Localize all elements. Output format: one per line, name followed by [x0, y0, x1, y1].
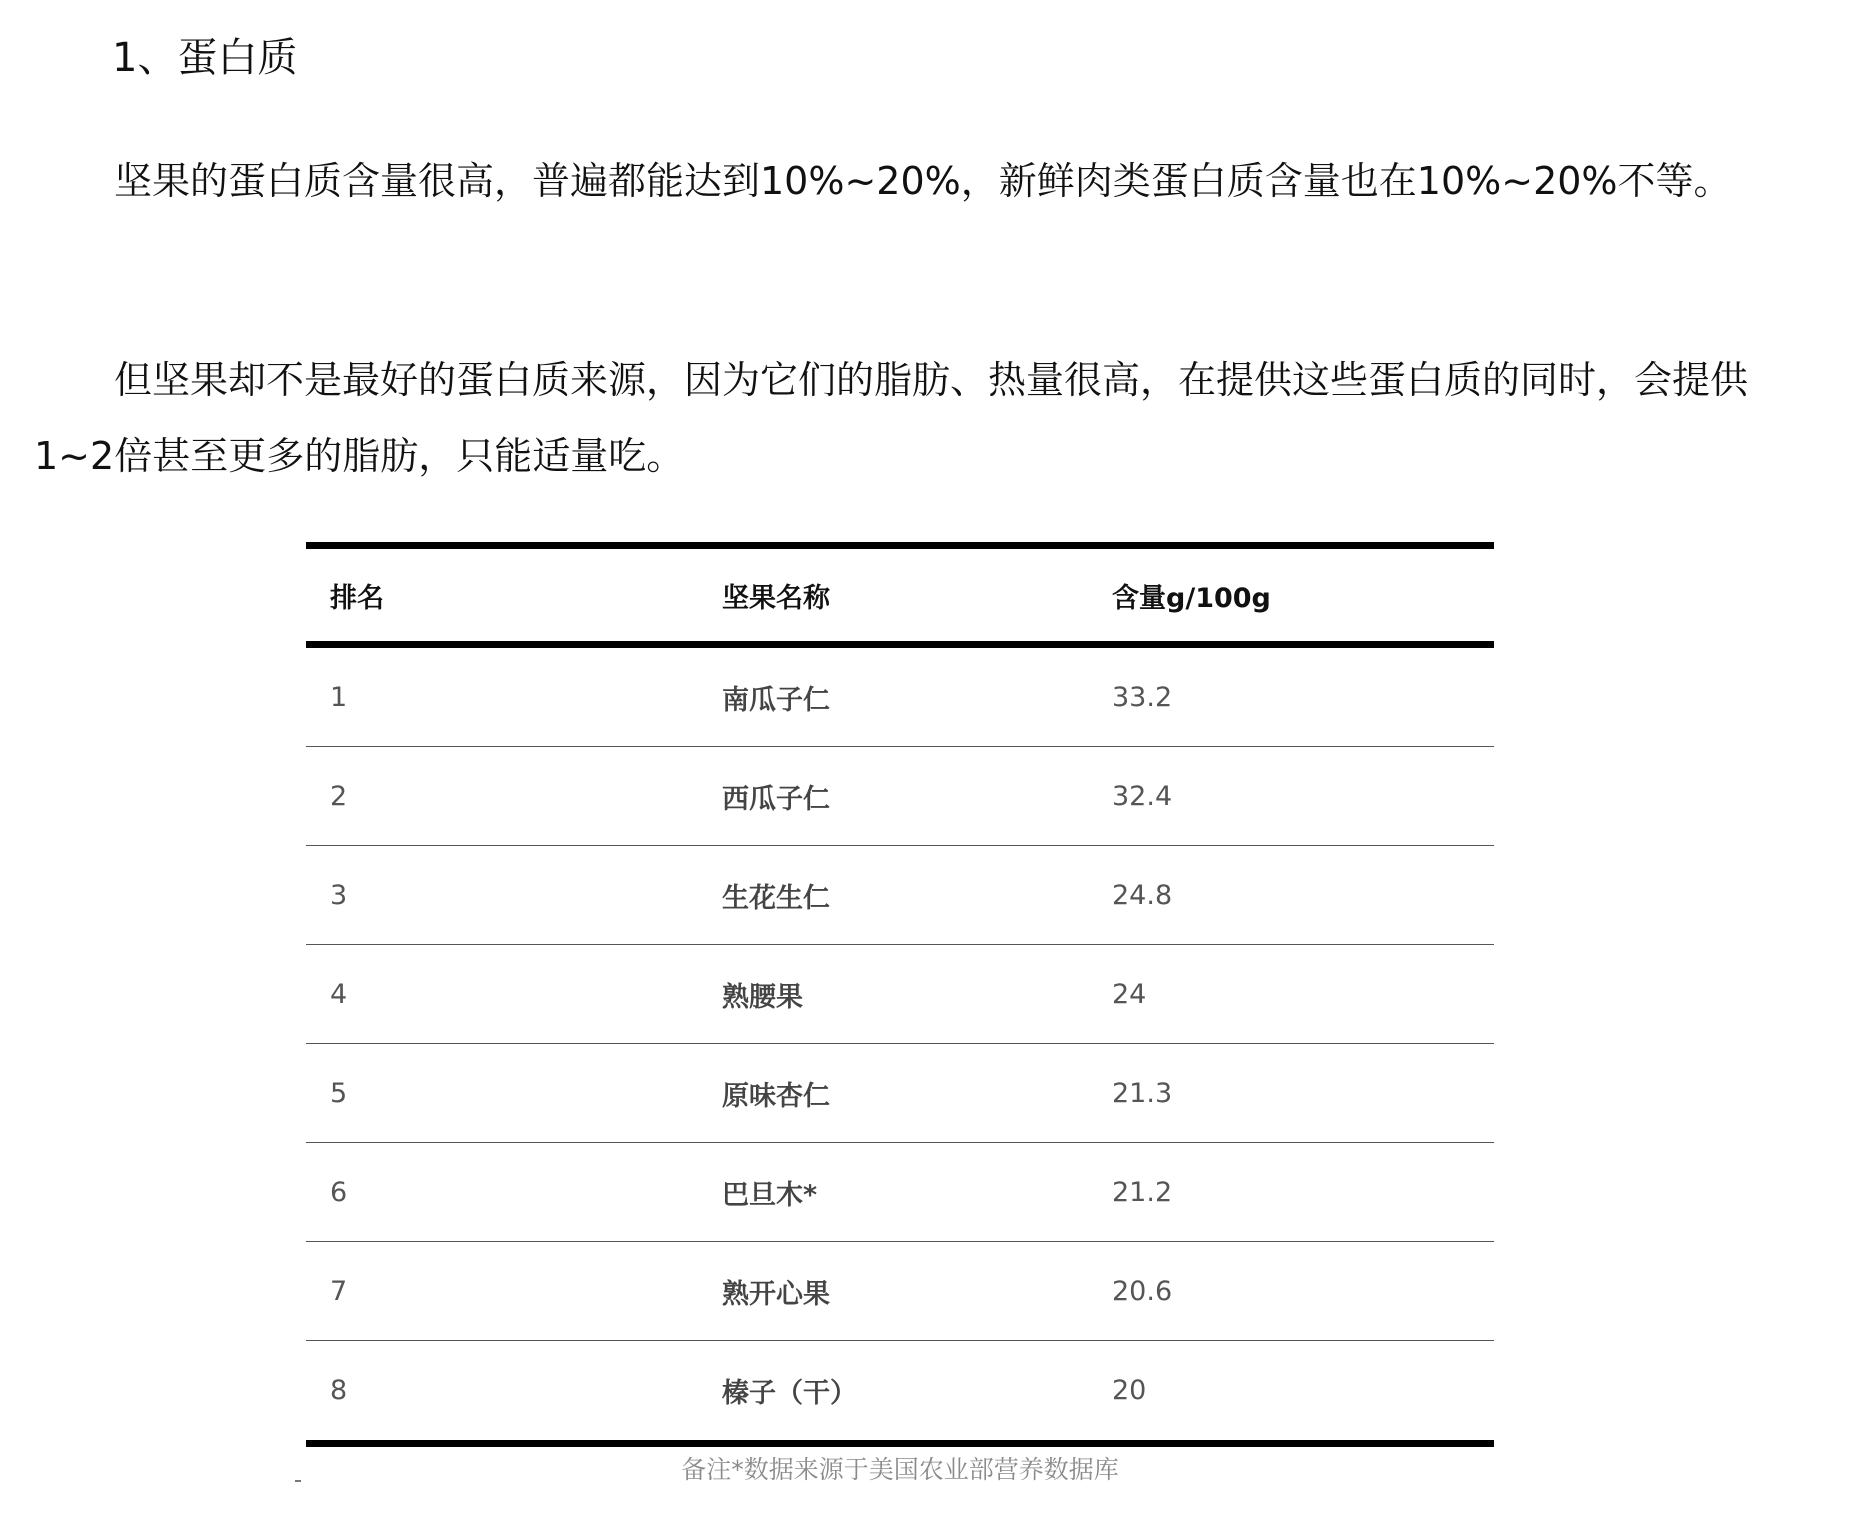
section-heading: 1、蛋白质 — [112, 35, 298, 81]
paragraph-protein-content: 坚果的蛋白质含量很高，普遍都能达到10%~20%，新鲜肉类蛋白质含量也在10%~20%不等。 — [114, 159, 1732, 203]
table-row — [306, 1341, 1494, 1440]
table-header-row — [306, 549, 1494, 641]
rank-cell: 8 — [330, 1375, 348, 1406]
nut-name-cell: 巴旦木* — [722, 1179, 818, 1211]
table-footnote: 备注*数据来源于美国农业部营养数据库 — [681, 1455, 1119, 1484]
content-cell: 20 — [1112, 1375, 1147, 1406]
content-cell: 33.2 — [1112, 681, 1173, 713]
table-body — [306, 648, 1494, 1440]
table-row — [306, 747, 1494, 846]
rank-cell: 4 — [330, 978, 348, 1010]
rank-cell: 6 — [330, 1176, 348, 1208]
nut-name-cell: 榛子（干） — [722, 1378, 857, 1409]
nut-name-cell: 南瓜子仁 — [722, 684, 830, 716]
stray-dash-mark — [295, 1480, 301, 1482]
rank-cell: 2 — [330, 780, 348, 812]
table-row — [306, 945, 1494, 1044]
rank-cell: 5 — [330, 1077, 348, 1109]
content-cell: 32.4 — [1112, 780, 1173, 812]
paragraph-protein-source: 但坚果却不是最好的蛋白质来源，因为它们的脂肪、热量很高，在提供这些蛋白质的同时，会提供1~2倍甚至更多的脂肪，只能适量吃。 — [34, 358, 1749, 478]
table-header-rule — [306, 641, 1494, 648]
table-top-rule — [306, 542, 1494, 549]
header-rank: 排名 — [330, 582, 384, 614]
content-cell: 24 — [1112, 978, 1147, 1010]
rank-cell: 1 — [330, 681, 348, 713]
nut-name-cell: 熟腰果 — [722, 981, 803, 1013]
content-cell: 20.6 — [1112, 1275, 1173, 1307]
content-cell: 24.8 — [1112, 879, 1173, 911]
table-row — [306, 1143, 1494, 1242]
table-bottom-rule — [306, 1440, 1494, 1447]
content-cell: 21.2 — [1112, 1176, 1173, 1208]
table-row — [306, 648, 1494, 747]
rank-cell: 3 — [330, 879, 348, 911]
nut-name-cell: 熟开心果 — [722, 1278, 830, 1310]
nut-name-cell: 生花生仁 — [722, 882, 830, 914]
header-nut-name: 坚果名称 — [722, 582, 830, 614]
table-row — [306, 846, 1494, 945]
nut-name-cell: 原味杏仁 — [722, 1080, 830, 1112]
table-row — [306, 1044, 1494, 1143]
content-cell: 21.3 — [1112, 1077, 1173, 1109]
rank-cell: 7 — [330, 1275, 348, 1307]
table-row — [306, 1242, 1494, 1341]
protein-ranking-table — [306, 542, 1494, 1447]
nut-name-cell: 西瓜子仁 — [722, 783, 830, 815]
header-content: 含量g/100g — [1112, 582, 1271, 614]
